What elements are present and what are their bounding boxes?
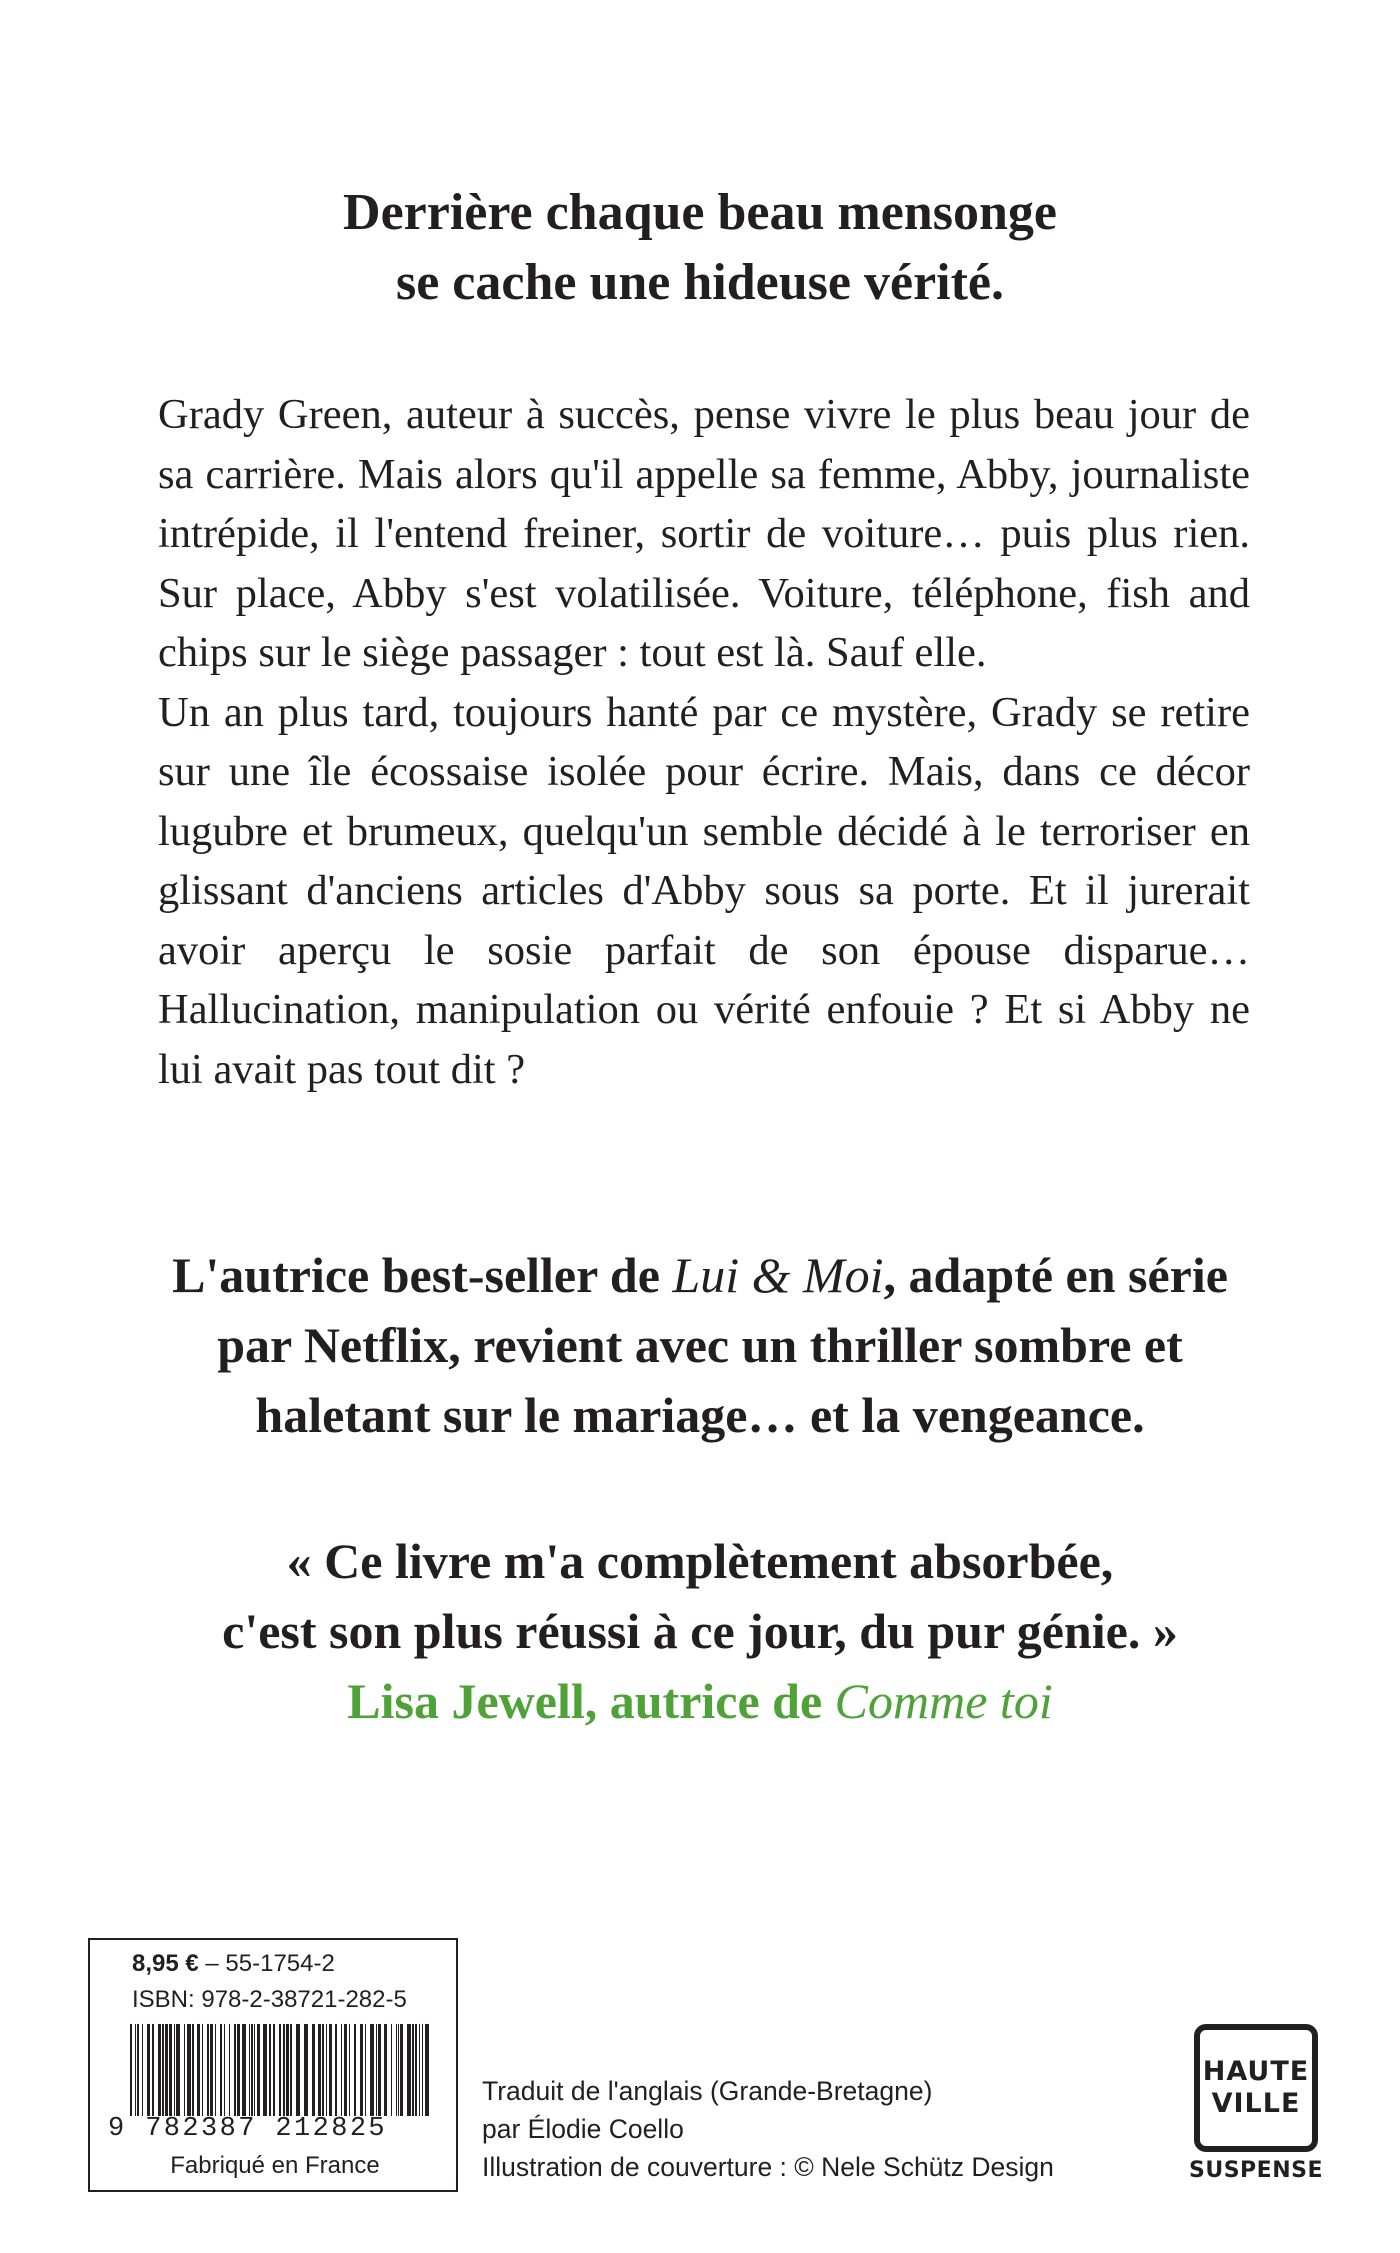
barcode-bar (220, 2024, 222, 2116)
barcode-bar (249, 2024, 250, 2116)
barcode-bar (396, 2024, 397, 2116)
headline (0, 178, 1400, 318)
barcode-bar (349, 2024, 350, 2116)
barcode-bar (152, 2024, 154, 2116)
barcode-bar (322, 2024, 324, 2116)
barcode-bar (169, 2024, 172, 2116)
barcode-bar (224, 2024, 225, 2116)
barcode-bar (286, 2024, 289, 2116)
barcode-bar (384, 2024, 387, 2116)
pitch-line-1 (0, 1240, 1400, 1310)
barcode-bar (184, 2024, 185, 2116)
barcode-bar (242, 2024, 246, 2116)
pitch-book-title: Lui & Moi (672, 1247, 884, 1303)
review-quote (0, 1526, 1400, 1736)
translation-credit: Traduit de l'anglais (Grande-Bretagne) (482, 2076, 933, 2106)
barcode-bar (215, 2024, 216, 2116)
barcode-bar (391, 2024, 392, 2116)
barcode-bar (304, 2024, 308, 2116)
barcode-box (88, 1938, 458, 2192)
headline-line-2: se cache une hideuse vérité. (395, 254, 1004, 311)
barcode-bar (269, 2024, 271, 2116)
barcode-bar (158, 2024, 161, 2116)
barcode-bar (237, 2024, 240, 2116)
barcode-bar (290, 2024, 292, 2116)
barcode-digits: 9 782387 212825 (108, 2114, 388, 2144)
barcode-bar (296, 2024, 300, 2116)
barcode-bar (254, 2024, 255, 2116)
barcode-bar (398, 2024, 399, 2116)
made-in-label: Fabriqué en France (170, 2152, 380, 2179)
quote-line-2: c'est son plus réussi à ce jour, du pur génie. » (222, 1603, 1178, 1659)
synopsis-paragraph-1: Grady Green, auteur à succès, pense vivre le plus beau jour de sa carrière. Mais alors qu'il appelle sa femme, Abby, journaliste intrépide, il l'entend freiner, sortir de voiture… puis plus rien. Sur place, Abby s'est volatilisée. Voiture, téléphone, fish and chips sur le siège passager : tout est là. Sauf elle. (158, 391, 1250, 676)
isbn: ISBN: 978-2-38721-282-5 (132, 1986, 407, 2013)
barcode-bar (279, 2024, 281, 2116)
barcode-bar (329, 2024, 332, 2116)
barcode-bar (419, 2024, 420, 2116)
publisher-logo-box (1194, 2024, 1318, 2152)
product-code: – 55-1754-2 (205, 1950, 335, 1977)
publisher-logo (1188, 2024, 1324, 2183)
barcode-bar (326, 2024, 327, 2116)
pitch-prefix: L'autrice best-seller de (172, 1247, 673, 1303)
headline-line-1: Derrière chaque beau mensonge (343, 184, 1057, 241)
barcode-bar (415, 2024, 417, 2116)
barcode-bar (370, 2024, 374, 2116)
quote-attribution (0, 1666, 1400, 1736)
synopsis (158, 385, 1250, 1099)
barcode-bar (142, 2024, 143, 2116)
barcode-bar (312, 2024, 315, 2116)
barcode-bar (192, 2024, 194, 2116)
barcode-bar (365, 2024, 366, 2116)
barcode-bar (257, 2024, 260, 2116)
barcode-bar (273, 2024, 275, 2116)
barcode-bar (187, 2024, 191, 2116)
barcode-bar (422, 2024, 423, 2116)
barcode-bar (202, 2024, 203, 2116)
logo-line-1: HAUTE (1202, 2056, 1310, 2087)
barcode-bar (378, 2024, 381, 2116)
barcode-bar (360, 2024, 363, 2116)
barcode-bar (135, 2024, 136, 2116)
price: 8,95 € (132, 1950, 199, 1977)
attribution-prefix: Lisa Jewell, autrice de (347, 1673, 835, 1729)
barcode-bar (376, 2024, 377, 2116)
barcode-bar (197, 2024, 200, 2116)
price-row (132, 1950, 335, 1978)
barcode-bar (174, 2024, 175, 2116)
barcode-bar (283, 2024, 285, 2116)
barcode-bar (354, 2024, 356, 2116)
barcode-bar (147, 2024, 150, 2116)
barcode-bar (318, 2024, 321, 2116)
pitch-line-2: par Netflix, revient avec un thriller sombre et (217, 1317, 1183, 1373)
barcode-bar (407, 2024, 411, 2116)
barcode-bar (234, 2024, 236, 2116)
quote-line-1: « Ce livre m'a complètement absorbée, (286, 1533, 1114, 1589)
barcode-bar (263, 2024, 267, 2116)
logo-line-2: VILLE (1211, 2088, 1301, 2119)
barcode-bar (162, 2024, 164, 2116)
pitch-suffix: , adapté en série (883, 1247, 1228, 1303)
barcode-bar (176, 2024, 180, 2116)
synopsis-paragraph-2: Un an plus tard, toujours hanté par ce mystère, Grady se retire sur une île écossaise isolée pour écrire. Mais, dans ce décor lugubre et brumeux, quelqu'un semble décidé à le terroriser en glissant d'anciens articles d'Abby sous sa porte. Et il jurerait avoir aperçu le sosie parfait de son épouse disparue… Hallucination, manipulation ou vérité enfouie ? Et si Abby ne lui avait pas tout dit ? (158, 688, 1250, 1093)
barcode-bar (344, 2024, 347, 2116)
barcode-bar (130, 2024, 132, 2116)
barcode-bar (335, 2024, 337, 2116)
publisher-collection: SUSPENSE (1189, 2158, 1323, 2183)
barcode-bar (207, 2024, 209, 2116)
barcode-bar (251, 2024, 253, 2116)
barcode-bar (229, 2024, 230, 2116)
credits (482, 2072, 1054, 2186)
barcode-icon (130, 2024, 430, 2116)
barcode-bar (412, 2024, 414, 2116)
barcode-bar (425, 2024, 429, 2116)
pitch (0, 1240, 1400, 1450)
barcode-bar (165, 2024, 168, 2116)
barcode-bar (137, 2024, 139, 2116)
illustration-credit: Illustration de couverture : © Nele Schütz Design (482, 2152, 1054, 2182)
barcode-bar (210, 2024, 213, 2116)
barcode-bar (341, 2024, 342, 2116)
translator-credit: par Élodie Coello (482, 2114, 684, 2144)
barcode-bar (400, 2024, 403, 2116)
pitch-line-3: haletant sur le mariage… et la vengeance. (255, 1387, 1145, 1443)
attribution-book-title: Comme toi (834, 1673, 1053, 1729)
